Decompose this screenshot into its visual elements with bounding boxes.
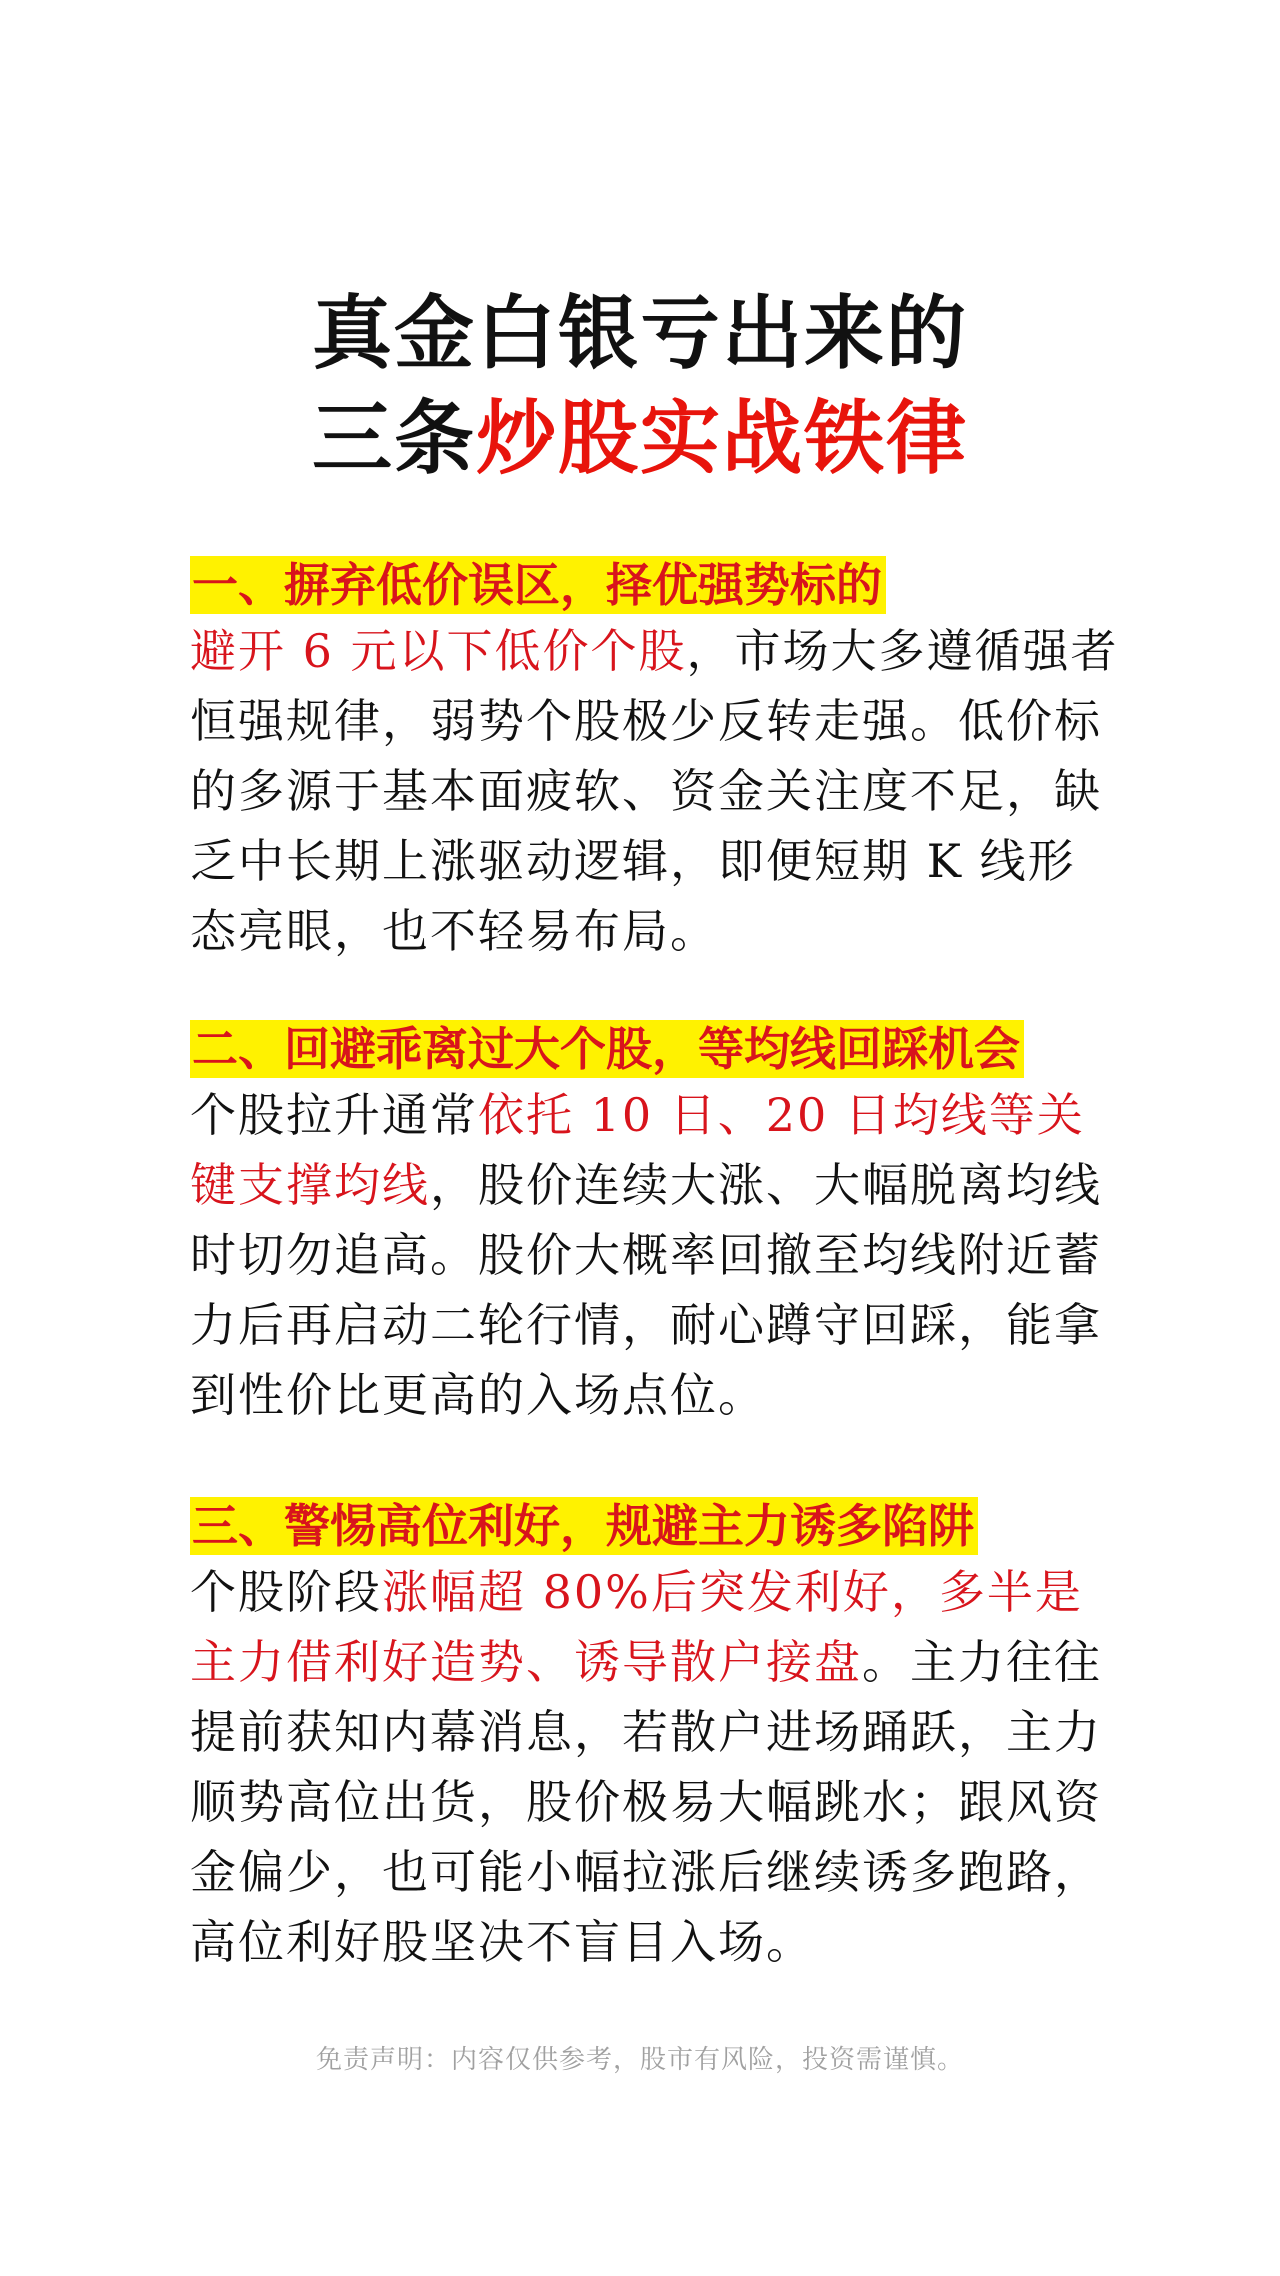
rule-body-text: ，市场大多遵循强者恒强规律，弱势个股极少反转走强。低价标的多源于基本面疲软、资金关注度不足，缺乏中长期上涨驱动逻辑，即便短期 K 线形态亮眼，也不轻易布局。 (190, 624, 1119, 958)
page-title-line-1: 真金白银亏出来的 (312, 287, 968, 380)
rule-section-1 (190, 556, 1120, 966)
rule-section-3 (190, 1497, 1120, 1977)
rule-body-lead: 个股拉升通常 (190, 1088, 478, 1142)
rule-body-lead: 个股阶段 (190, 1565, 382, 1619)
rule-body-text: ，股价连续大涨、大幅脱离均线时切勿追高。股价大概率回撤至均线附近蓄力后再启动二轮行情，耐心蹲守回踩，能拿到性价比更高的入场点位。 (190, 1158, 1102, 1422)
rule-heading-3: 三、警惕高位利好，规避主力诱多陷阱 (190, 1497, 978, 1555)
rule-heading-2: 二、回避乖离过大个股，等均线回踩机会 (190, 1020, 1024, 1078)
title-red-part: 炒股实战铁律 (476, 392, 968, 485)
rule-body-highlight: 避开 6 元以下低价个股 (190, 624, 687, 678)
rule-heading-1: 一、摒弃低价误区，择优强势标的 (190, 556, 886, 614)
page-title-line-2 (0, 392, 1280, 485)
disclaimer: 免责声明：内容仅供参考，股市有风险，投资需谨慎。 (315, 2045, 964, 2075)
rule-body-highlight: 涨幅超 80%后突发利好，多半是主力借利好造势、诱导散户接盘 (190, 1565, 1083, 1689)
rule-section-2 (190, 1020, 1120, 1430)
rule-body-2 (190, 1080, 1120, 1430)
rule-body-1 (190, 616, 1120, 966)
title-black-part: 三条 (312, 392, 476, 485)
rule-body-3 (190, 1557, 1120, 1977)
rule-body-text: 。主力往往提前获知内幕消息，若散户进场踊跃，主力顺势高位出货，股价极易大幅跳水；跟风资金偏少，也可能小幅拉涨后继续诱多跑路，高位利好股坚决不盲目入场。 (190, 1635, 1102, 1969)
rule-body-highlight: 依托 10 日、20 日均线等关键支撑均线 (190, 1088, 1085, 1212)
